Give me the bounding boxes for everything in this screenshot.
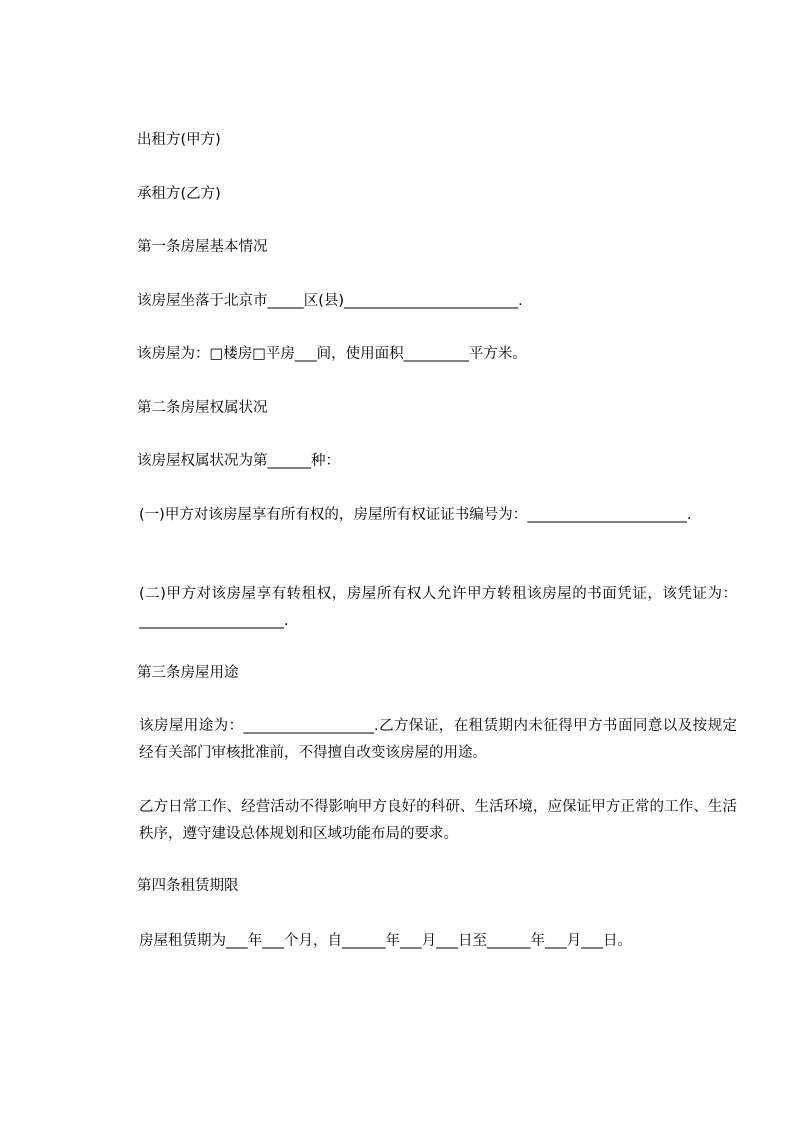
article-1-heading: 第一条房屋基本情况 — [137, 239, 268, 255]
house-type-text: 该房屋为：□楼房□平房 — [137, 346, 295, 362]
end-year-blank: ______ — [487, 933, 531, 949]
end-month-unit: 月 — [566, 933, 582, 949]
option-2-end: . — [284, 613, 289, 629]
certificate-number-blank: ______________________ — [527, 507, 687, 523]
option-1-text: (一)甲方对该房屋享有所有权的，房屋所有权证证书编号为： — [139, 507, 528, 523]
lessee-line: 承租方(乙方) — [137, 186, 221, 202]
years-blank: ___ — [226, 933, 248, 949]
year-unit: 年 — [247, 933, 263, 949]
ownership-option-2 — [104, 581, 737, 635]
term-label: 房屋租赁期为 — [139, 933, 226, 949]
use-blank: __________________ — [243, 718, 375, 734]
ownership-status-line: 该房屋权属状况为第______种： — [137, 453, 340, 469]
start-year-unit: 年 — [385, 933, 400, 949]
location-text: 该房屋坐落于北京市 — [137, 293, 268, 309]
article-2-heading: 第二条房屋权属状况 — [137, 400, 268, 416]
district-blank: _____ — [267, 293, 304, 309]
end-day-unit: 日。 — [603, 933, 632, 949]
article-4-heading: 第四条租赁期限 — [137, 878, 239, 894]
house-use-paragraph — [104, 713, 737, 767]
lessor-line: 出租方(甲方) — [137, 132, 221, 148]
start-day-blank: ___ — [436, 933, 458, 949]
option-1-end: . — [686, 507, 692, 523]
from-label: 个月，自 — [284, 933, 342, 949]
house-location-line — [104, 288, 735, 315]
start-month-unit: 月 — [421, 933, 437, 949]
use-clause: .乙方保证，在租赁期内未征得甲方书面同意以及按规定经有关部门审核批准前，不得擅自改变该房屋的用途。 — [139, 718, 738, 761]
start-month-blank: ___ — [400, 933, 422, 949]
months-blank: ___ — [262, 933, 284, 949]
address-blank: ________________________ — [344, 293, 519, 309]
area-blank: _________ — [403, 346, 469, 362]
end-month-blank: ___ — [545, 933, 567, 949]
location-end: . — [518, 293, 523, 309]
area-label: 间，使用面积 — [316, 346, 404, 362]
lease-term-paragraph — [104, 928, 737, 955]
room-count-blank: ___ — [294, 346, 317, 362]
area-unit: 平方米。 — [468, 346, 527, 362]
end-year-unit: 年 — [530, 933, 545, 949]
daily-activity-paragraph: 乙方日常工作、经营活动不得影响甲方良好的科研、生活环境，应保证甲方正常的工作、生活秩序，遵守建设总体规划和区域功能布局的要求。 — [139, 799, 737, 842]
house-type-line — [104, 341, 735, 368]
article-3-heading: 第三条房屋用途 — [137, 665, 239, 681]
start-year-blank: ______ — [342, 933, 386, 949]
option-2-text: (二)甲方对该房屋享有转租权，房屋所有权人允许甲方转租该房屋的书面凭证，该凭证为： — [139, 586, 737, 602]
district-label: 区(县) — [303, 293, 345, 309]
use-label: 该房屋用途为： — [139, 718, 244, 734]
end-day-blank: ___ — [581, 933, 603, 949]
voucher-blank: ____________________ — [139, 613, 284, 629]
ownership-option-1 — [104, 502, 737, 529]
to-label: 日至 — [458, 933, 487, 949]
